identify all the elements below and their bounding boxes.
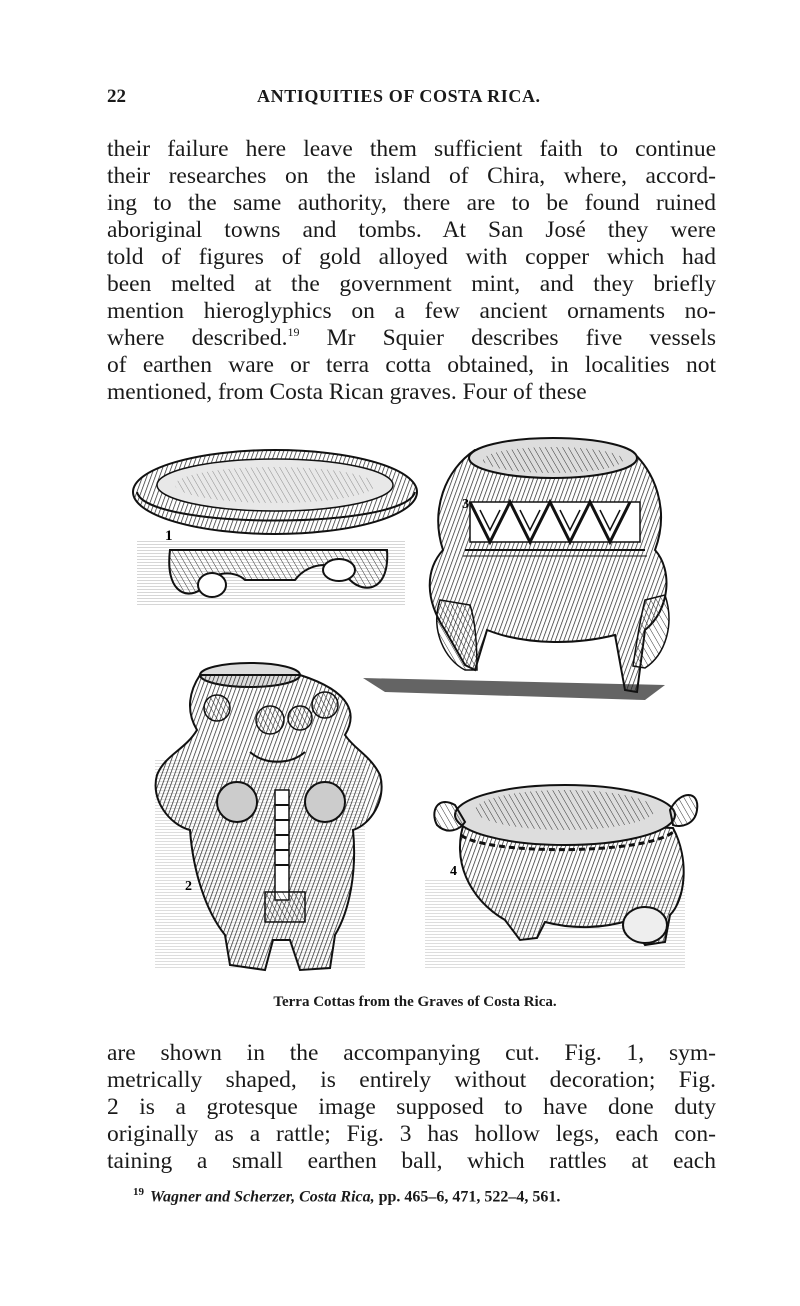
- footnote-citation: Wagner and Scherzer, Costa Rica,: [150, 1188, 375, 1206]
- running-title: ANTIQUITIES OF COSTA RICA.: [257, 86, 541, 106]
- figure-label-1: 1: [165, 528, 173, 544]
- terra-cotta-illustration: [125, 430, 700, 985]
- figure-label-4: 4: [450, 864, 457, 879]
- figure-caption: Terra Cottas from the Graves of Costa Rica.: [273, 994, 557, 1010]
- footnote: [133, 1186, 693, 1206]
- text-line: 2 is a grotesque image supposed to have done duty: [107, 1094, 716, 1120]
- text-line: told of figures of gold alloyed with copper which had: [107, 244, 716, 270]
- figure-label-3: 3: [462, 497, 469, 512]
- text-line: originally as a rattle; Fig. 3 has hollow legs, each con-: [107, 1121, 716, 1147]
- text-line: aboriginal towns and tombs. At San José they were: [107, 217, 716, 243]
- paragraph-bottom: [107, 1040, 716, 1175]
- text-line: of earthen ware or terra cotta obtained, in localities not: [107, 352, 716, 378]
- text-fragment: where described.: [107, 325, 288, 351]
- text-fragment: Mr Squier describes five vessels: [299, 325, 716, 351]
- running-head: [107, 86, 713, 116]
- footnote-pages: pp. 465–6, 471, 522–4, 561.: [374, 1188, 561, 1206]
- vessel-4-pot: [425, 785, 697, 970]
- text-line: metrically shaped, is entirely without decoration; Fig.: [107, 1067, 716, 1093]
- text-line: their researches on the island of Chira, where, accord-: [107, 163, 716, 189]
- text-line: taining a small earthen ball, which rattles at each: [107, 1148, 716, 1174]
- page-number: 22: [107, 86, 126, 107]
- footnote-reference[interactable]: 19: [287, 325, 300, 340]
- text-line: mentioned, from Costa Rican graves. Four of these: [107, 379, 587, 405]
- text-line: mention hieroglyphics on a few ancient ornaments no-: [107, 298, 716, 324]
- figure-label-2: 2: [185, 879, 192, 894]
- paragraph-top: [107, 136, 716, 406]
- footnote-marker: 19: [133, 1186, 144, 1198]
- text-line: are shown in the accompanying cut. Fig. 1, sym-: [107, 1040, 716, 1066]
- text-line: their failure here leave them sufficient faith to continue: [107, 136, 716, 162]
- text-line-with-reference: [107, 325, 716, 352]
- text-line: ing to the same authority, there are to be found ruined: [107, 190, 716, 216]
- vessel-2-figure: [155, 663, 382, 970]
- text-line: been melted at the government mint, and they briefly: [107, 271, 716, 297]
- vessel-1-bowl: [133, 450, 417, 605]
